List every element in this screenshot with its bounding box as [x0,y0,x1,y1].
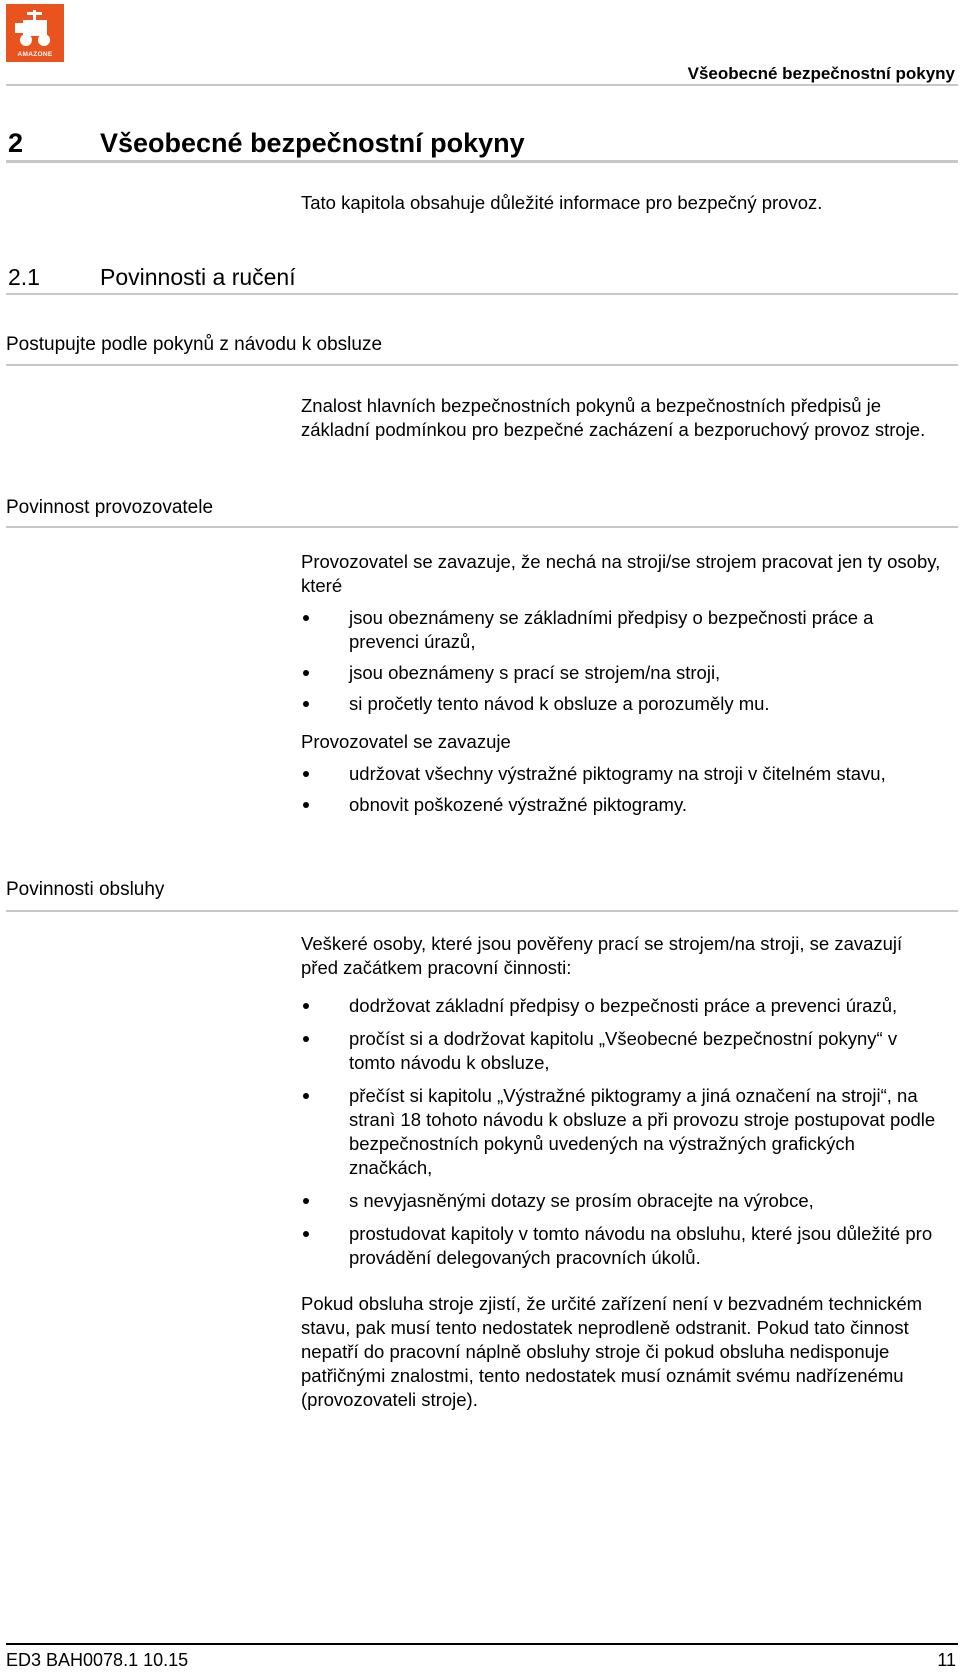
block2-rule [6,526,958,528]
section-title: Povinnosti a ručení [100,264,296,290]
running-head: Všeobecné bezpečnostní pokyny [687,64,955,83]
chapter-intro: Tato kapitola obsahuje důležité informace pro bezpečný provoz. [301,192,823,213]
list-item: udržovat všechny výstražné piktogramy na stroji v čitelném stavu, [301,762,941,786]
block2-body [301,550,941,824]
section-heading [8,264,296,291]
block3-list [301,994,941,1270]
list-item: pročíst si a dodržovat kapitolu „Všeobecné bezpečnostní pokyny“ v tomto návodu k obsluze, [301,1027,941,1075]
chapter-rule [6,160,958,163]
list-item: jsou obeznámeny se základními předpisy o bezpečnosti práce a prevenci úrazů, [301,606,941,654]
block3-heading: Povinnosti obsluhy [6,879,165,900]
logo-emblem-icon [6,4,64,50]
list-item: obnovit poškozené výstražné piktogramy. [301,793,941,817]
page-number: 11 [937,1650,956,1670]
list-item: jsou obeznámeny s prací se strojem/na stroji, [301,661,941,685]
block3-rule [6,910,958,912]
list-item: přečíst si kapitolu „Výstražné piktogramy a jiná označení na stroji“, na stranì 18 tohoto návodu k obsluze a při provozu stroje postupovat podle bezpečnostních pokynů uvedených na výstražných grafických značkách, [301,1084,941,1180]
block3-intro: Veškeré osoby, které jsou pověřeny prací se strojem/na stroji, se zavazují před začátkem pracovní činnosti: [301,933,903,978]
block3-body [301,932,941,1412]
chapter-heading [8,128,525,159]
block2-intro1: Provozovatel se zavazuje, že nechá na stroji/se strojem pracovat jen ty osoby, které [301,551,941,596]
block3-closing: Pokud obsluha stroje zjistí, že určité zařízení není v bezvadném technickém stavu, pak musí tento nedostatek neprodleně odstranit. Pokud tato činnost nepatří do pracovní náplně obsluhy stroje či pokud obsluha nedisponuje patřičnými znalostmi, tento nedostatek musí oznámit svému nadřízenému (provozovateli stroje). [301,1293,923,1410]
block1-rule [6,364,958,366]
block2-list1 [301,606,941,716]
section-rule [6,293,958,295]
chapter-number: 2 [8,128,24,158]
list-item: s nevyjasněnými dotazy se prosím obracejte na výrobce, [301,1189,941,1213]
footer-doc-id: ED3 BAH0078.1 10.15 [6,1650,189,1670]
block2-intro2: Provozovatel se zavazuje [301,731,511,752]
list-item: prostudovat kapitoly v tomto návodu na obsluhu, které jsou důležité pro provádění delegovaných pracovních úkolů. [301,1222,941,1270]
header-rule [6,84,958,86]
block2-list2 [301,762,941,817]
block2-heading: Povinnost provozovatele [6,497,214,518]
block1-heading: Postupujte podle pokynů z návodu k obsluze [6,334,383,355]
list-item: dodržovat základní předpisy o bezpečnosti práce a prevenci úrazů, [301,994,941,1018]
logo-text: AMAZONE [17,51,53,58]
list-item: si pročetly tento návod k obsluze a porozuměly mu. [301,692,941,716]
block1-text: Znalost hlavních bezpečnostních pokynů a bezpečnostních předpisů je základní podmínkou pro bezpečné zacházení a bezporuchový provoz stroje. [301,395,926,440]
chapter-title: Všeobecné bezpečnostní pokyny [100,128,525,158]
amazone-logo [6,4,64,62]
footer-rule [6,1643,958,1645]
section-number: 2.1 [8,264,40,290]
